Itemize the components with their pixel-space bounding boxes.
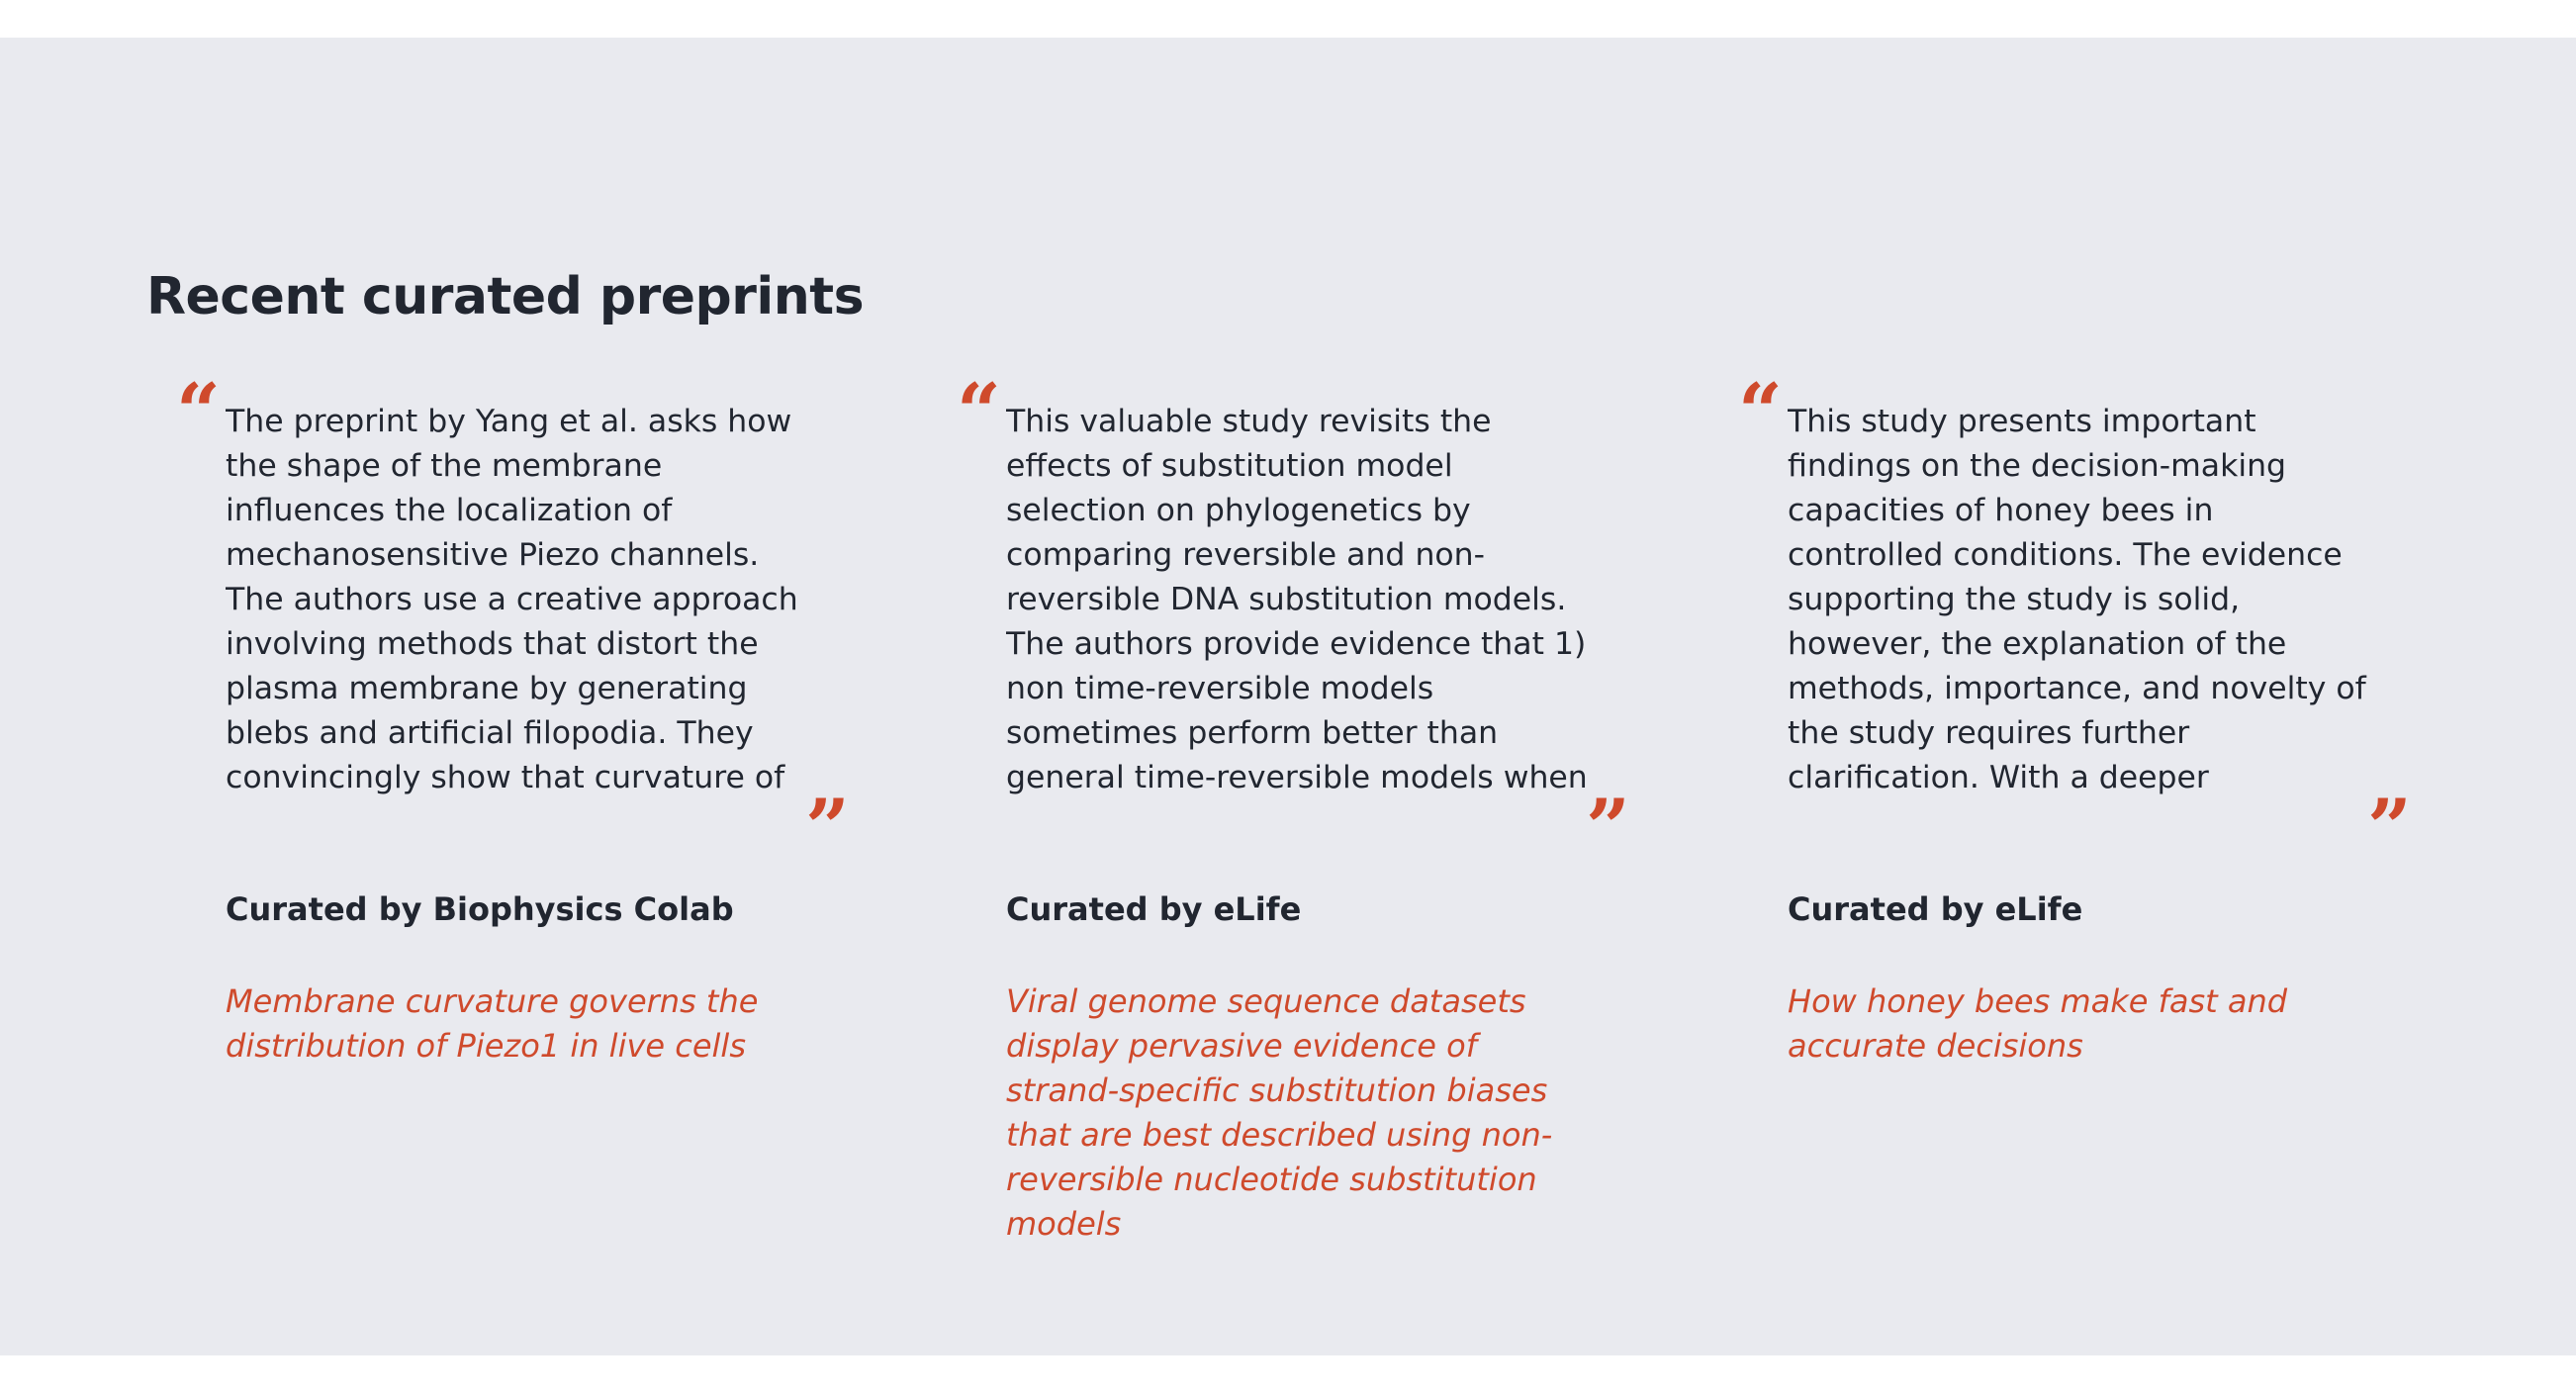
evaluation-summary: The preprint by Yang et al. asks how the shape of the membrane influences the localization of mechanosensitive Piezo channels. The authors use a creative approach involving methods that distort the plasma membrane by generating blebs and artificial filopodia. They convincingly show that curvature of: [226, 404, 798, 795]
open-quote-icon: “: [1738, 367, 1777, 457]
curator-label: Curated by eLife: [1006, 890, 1302, 928]
curator-label: Curated by eLife: [1788, 890, 2083, 928]
open-quote-icon: “: [176, 367, 215, 457]
preprint-title-link[interactable]: Viral genome sequence datasets display pervasive evidence of strand-specific substitution biases that are best described using non-reversible nucleotide substitution models: [1006, 982, 1553, 1243]
preprint-cards: [0, 367, 2576, 1264]
open-quote-icon: “: [957, 367, 995, 457]
curator-label: Curated by Biophysics Colab: [226, 890, 734, 928]
section-title: Recent curated preprints: [146, 267, 865, 326]
close-quote-icon: ”: [1586, 783, 1624, 873]
evaluation-summary: This study presents important findings on the decision-making capacities of honey bees in controlled conditions. The evidence supporting the study is solid, however, the explanation of the methods, importance, and novelty of the study requires further clarification. With a deeper: [1788, 404, 2366, 795]
evaluation-summary: This valuable study revisits the effects of substitution model selection on phylogenetics by comparing reversible and non-reversible DNA substitution models. The authors provide evidence that 1) non time-reversible models sometimes perform better than general time-reversible models when: [1006, 404, 1588, 795]
curated-preprints-section: [0, 38, 2576, 1355]
preprint-title-link[interactable]: Membrane curvature governs the distribution of Piezo1 in live cells: [226, 982, 759, 1065]
close-quote-icon: ”: [2367, 783, 2406, 873]
close-quote-icon: ”: [805, 783, 844, 873]
preprint-title-link[interactable]: How honey bees make fast and accurate decisions: [1788, 982, 2288, 1065]
